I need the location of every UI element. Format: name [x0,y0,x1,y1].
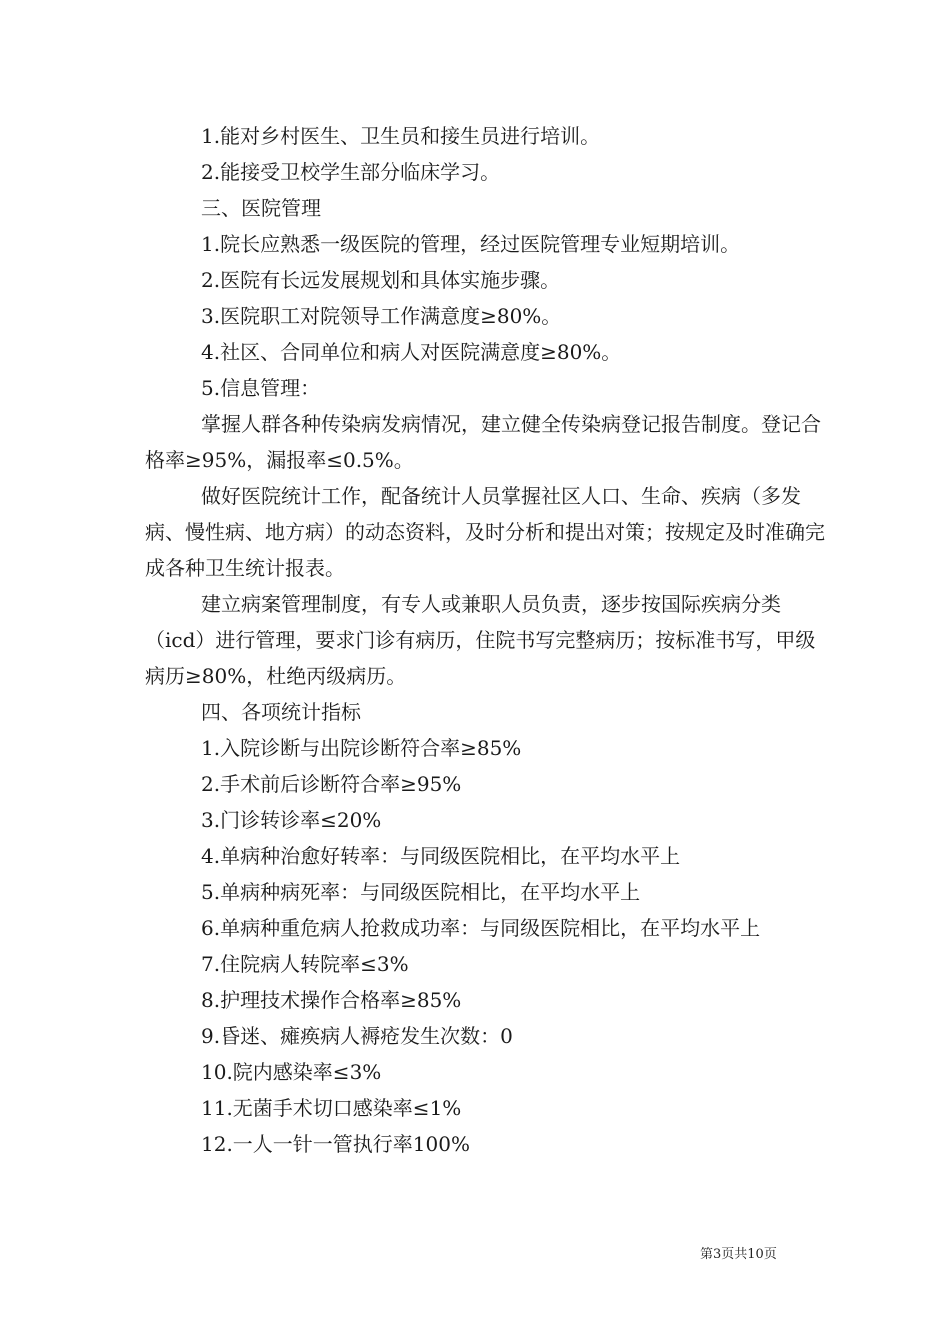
list-item: 3.门诊转诊率≤20% [201,808,382,832]
list-item: 10.院内感染率≤3% [201,1060,382,1084]
list-item: 9.昏迷、瘫痪病人褥疮发生次数：0 [201,1024,513,1048]
list-item: 4.单病种治愈好转率：与同级医院相比，在平均水平上 [201,844,681,868]
list-item: 5.单病种病死率：与同级医院相比，在平均水平上 [201,880,641,904]
list-item: 7.住院病人转院率≤3% [201,952,409,976]
list-item: 11.无菌手术切口感染率≤1% [201,1096,462,1120]
list-item: 12.一人一针一管执行率100% [201,1132,470,1156]
paragraph: 掌握人群各种传染病发病情况，建立健全传染病登记报告制度。登记合格率≥95%，漏报率≤0.5%。 [145,412,821,472]
paragraph: 2.医院有长远发展规划和具体实施步骤。 [201,268,561,292]
paragraph: 1.能对乡村医生、卫生员和接生员进行培训。 [201,124,601,148]
paragraph: 1.院长应熟悉一级医院的管理，经过医院管理专业短期培训。 [201,232,741,256]
page-number: 第3页共10页 [700,1247,777,1262]
section-heading: 三、医院管理 [201,196,321,220]
paragraph: 5.信息管理： [201,376,321,400]
paragraph: 3.医院职工对院领导工作满意度≥80%。 [201,304,562,328]
list-item: 1.入院诊断与出院诊断符合率≥85% [201,736,522,760]
list-item: 6.单病种重危病人抢救成功率：与同级医院相比，在平均水平上 [201,916,761,940]
paragraph: 建立病案管理制度，有专人或兼职人员负责，逐步按国际疾病分类（icd）进行管理，要求门诊有病历，住院书写完整病历；按标准书写，甲级病历≥80%，杜绝丙级病历。 [145,592,816,688]
list-item: 8.护理技术操作合格率≥85% [201,988,462,1012]
paragraph: 2.能接受卫校学生部分临床学习。 [201,160,501,184]
list-item: 2.手术前后诊断符合率≥95% [201,772,462,796]
section-heading: 四、各项统计指标 [201,700,361,724]
paragraph: 做好医院统计工作，配备统计人员掌握社区人口、生命、疾病（多发病、慢性病、地方病）的动态资料，及时分析和提出对策；按规定及时准确完成各种卫生统计报表。 [145,484,825,580]
document-body [145,118,825,1162]
paragraph: 4.社区、合同单位和病人对医院满意度≥80%。 [201,340,622,364]
